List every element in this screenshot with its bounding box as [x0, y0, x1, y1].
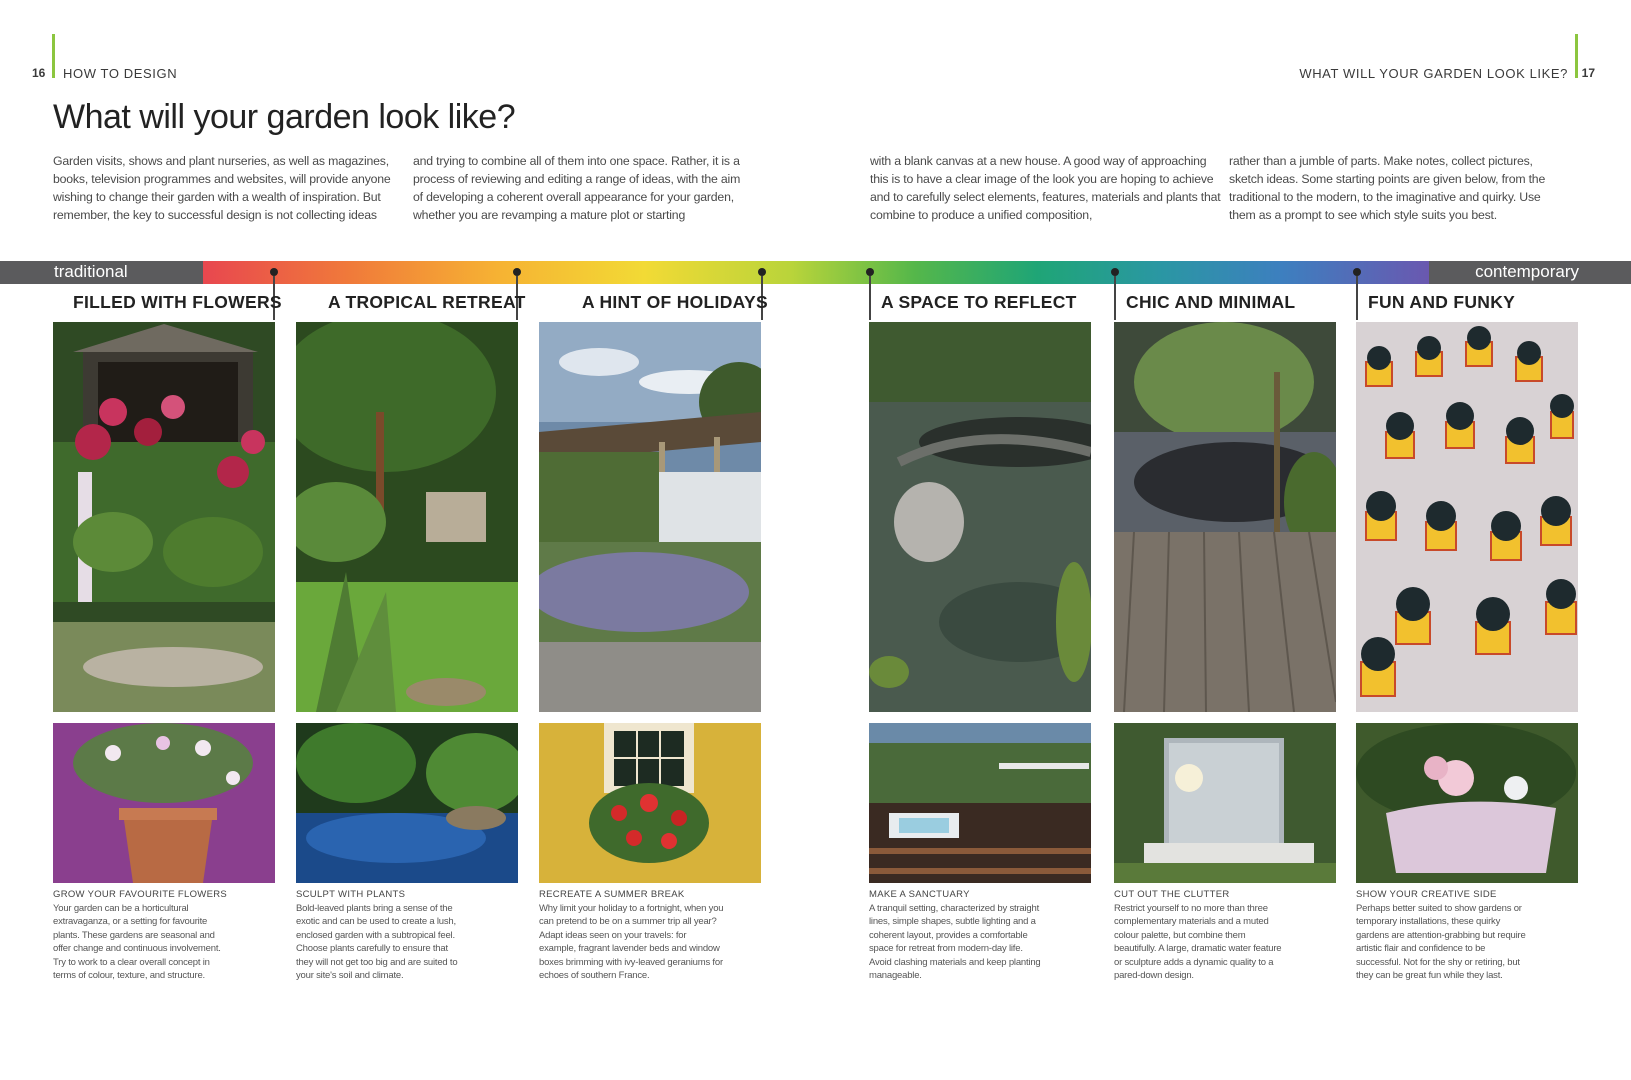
photo-tropical-garden [296, 322, 518, 712]
caption-body-holidays: Why limit your holiday to a fortnight, when you can pretend to be on a summer trip all year? Adapt ideas seen on your travels: for example, fragrant lavender beds and window boxes brimming with ivy-leaved geraniums for echoes of southern France. [539, 903, 724, 982]
photo-tropical-pool [296, 723, 518, 883]
photo-minimal-garden [1114, 322, 1336, 712]
scale-marker-2 [513, 268, 521, 276]
right-section-title: WHAT WILL YOUR GARDEN LOOK LIKE? [1299, 66, 1568, 81]
photo-funky-garden [1356, 322, 1578, 712]
intro-paragraph-2: and trying to combine all of them into one space. Rather, it is a process of reviewing and editing a range of ideas, with the aim of developing a coherent overall appearance for your garden, whether you are revamping a mature plot or starting [413, 154, 741, 222]
style-title-flowers: FILLED WITH FLOWERS [73, 292, 282, 312]
caption-heading-reflect: MAKE A SANCTUARY [869, 889, 970, 900]
photo-reflect-garden [869, 322, 1091, 712]
caption-heading-flowers: GROW YOUR FAVOURITE FLOWERS [53, 889, 228, 900]
intro-paragraph-4: rather than a jumble of parts. Make notes, collect pictures, sketch ideas. Some starting points are given below, from the traditional to the modern, to the imaginative and quirky. Use them as a prompt to see which style suits you best. [1229, 154, 1546, 222]
photo-flower-garden [53, 322, 275, 712]
caption-heading-minimal: CUT OUT THE CLUTTER [1114, 889, 1230, 900]
photo-sanctuary-deck [869, 723, 1091, 883]
intro-paragraph-3: with a blank canvas at a new house. A good way of approaching this is to have a clear image of the look you are hoping to achieve and to carefully select elements, features, materials and plants that combine to produce a unified composition, [870, 154, 1221, 222]
intro-paragraph-1: Garden visits, shows and plant nurseries, as well as magazines, books, television programmes and websites, will provide anyone wishing to change their garden with a wealth of inspiration. But remember, the key to successful design is not collecting ideas [53, 154, 391, 222]
right-folio [1251, 34, 1631, 81]
caption-body-flowers: Your garden can be a horticultural extravaganza, or a setting for favourite plants. These gardens are seasonal and offer change and continuous involvement. Try to work to a clear overall concept in terms of colour, texture, and structure. [53, 903, 221, 982]
style-title-funky: FUN AND FUNKY [1368, 292, 1516, 312]
marker-line-6 [1356, 276, 1358, 320]
scale-marker-3 [758, 268, 766, 276]
style-title-reflect: A SPACE TO REFLECT [881, 292, 1077, 312]
scale-marker-1 [270, 268, 278, 276]
marker-line-5 [1114, 276, 1116, 320]
style-spectrum-band [0, 261, 1631, 284]
scale-marker-6 [1353, 268, 1361, 276]
style-title-holidays: A HINT OF HOLIDAYS [582, 292, 768, 312]
marker-line-4 [869, 276, 871, 320]
band-right-segment [1429, 261, 1631, 284]
caption-heading-tropical: SCULPT WITH PLANTS [296, 889, 406, 900]
left-page-number: 16 [32, 66, 46, 80]
scale-marker-4 [866, 268, 874, 276]
band-left-segment [0, 261, 203, 284]
style-title-minimal: CHIC AND MINIMAL [1126, 292, 1296, 312]
left-section-title: HOW TO DESIGN [63, 66, 178, 81]
caption-body-tropical: Bold-leaved plants bring a sense of the exotic and can be used to create a lush, enclosed garden with a subtropical feel. Choose plants carefully to ensure that they will not get too big and are suited to your site's soil and climate. [296, 903, 458, 982]
left-accent-bar [52, 34, 55, 78]
page-title: What will your garden look like? [53, 98, 516, 136]
contemporary-label: contemporary [1475, 262, 1579, 281]
caption-body-minimal: Restrict yourself to no more than three complementary materials and a muted colour palette, but combine them beautifully. A large, dramatic water feature or sculpture adds a dynamic quality to a pared-down design. [1114, 903, 1282, 982]
photo-flower-pot [53, 723, 275, 883]
photo-water-feature [1114, 723, 1336, 883]
photo-bathtub-planter [1356, 723, 1578, 883]
traditional-label: traditional [54, 262, 128, 281]
right-page-number: 17 [1581, 66, 1595, 80]
caption-body-reflect: A tranquil setting, characterized by straight lines, simple shapes, subtle lighting and a coherent layout, provides a comfortable space for retreat from modern-day life. Avoid clashing materials and keep planting manageable. [869, 903, 1041, 982]
photo-holiday-garden [539, 322, 761, 712]
caption-body-funky: Perhaps better suited to show gardens or temporary installations, these quirky gardens are attention-grabbing but require artistic flair and confidence to be successful. Not for the shy or retiring, but they can be great fun while they last. [1356, 903, 1526, 982]
right-accent-bar [1575, 34, 1578, 78]
left-folio [32, 34, 232, 81]
scale-marker-5 [1111, 268, 1119, 276]
caption-heading-holidays: RECREATE A SUMMER BREAK [539, 889, 685, 900]
style-title-tropical: A TROPICAL RETREAT [328, 292, 526, 312]
caption-heading-funky: SHOW YOUR CREATIVE SIDE [1356, 889, 1497, 900]
photo-window-box [539, 723, 761, 883]
band-gradient [203, 261, 1429, 284]
